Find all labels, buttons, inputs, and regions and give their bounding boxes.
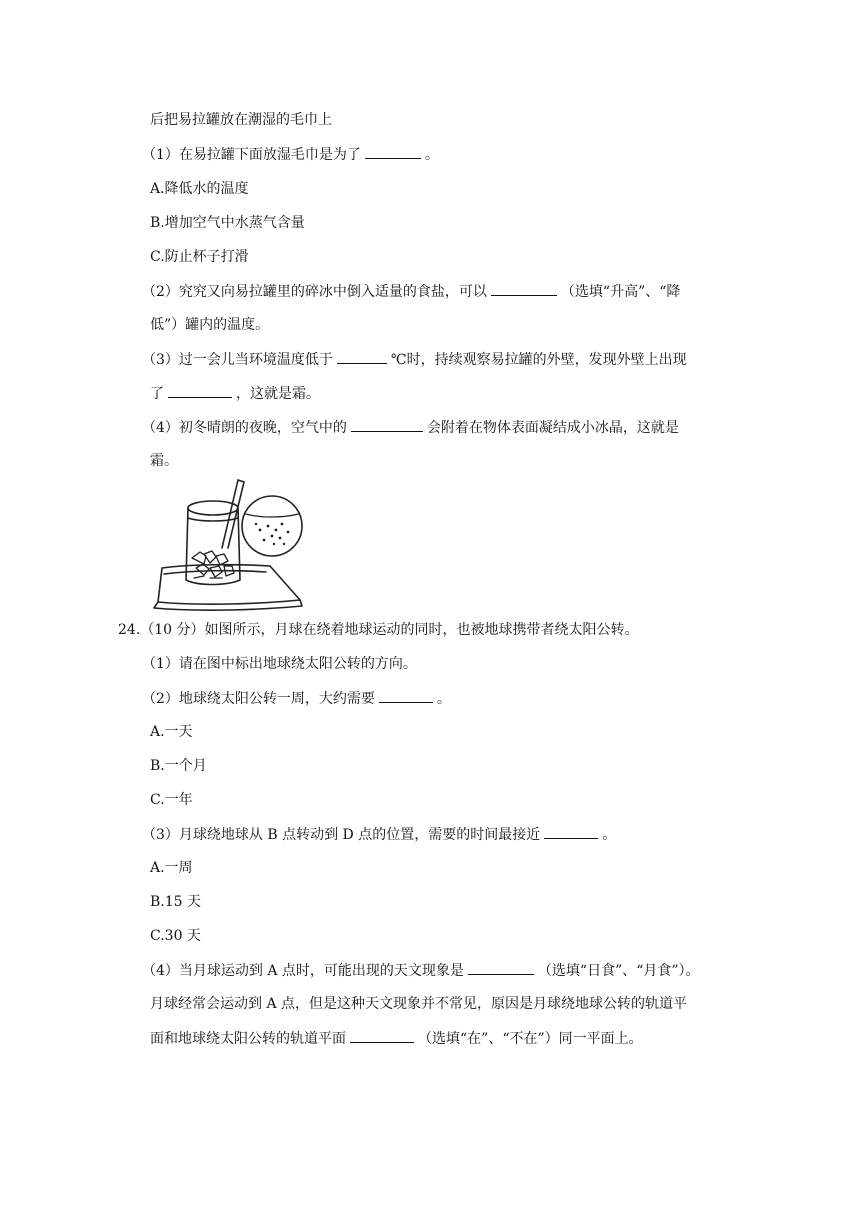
answer-blank[interactable]	[365, 144, 421, 159]
answer-blank[interactable]	[491, 281, 557, 296]
q24-p3-option-a: A.一周	[150, 860, 193, 876]
answer-blank[interactable]	[351, 417, 423, 432]
answer-blank[interactable]	[379, 688, 433, 703]
q24-part2	[142, 688, 451, 709]
answer-blank[interactable]	[544, 824, 598, 839]
q23-part4-text: （4）初冬晴朗的夜晚，空气中的	[142, 420, 347, 436]
answer-blank[interactable]	[350, 1028, 414, 1043]
q23-part4-line2: 霜。	[150, 453, 178, 469]
q23-part3-text2: 了	[150, 386, 164, 402]
q23-part2-line2: 低”）罐内的温度。	[150, 317, 270, 333]
q23-part2-line1	[142, 281, 680, 302]
q24-p2-option-a: A.一天	[150, 724, 193, 740]
q24-p3-option-b: B.15 天	[150, 894, 202, 910]
q24-part4-text3: 面和地球绕太阳公转的轨道平面	[150, 1031, 346, 1047]
q23-option-b: B.增加空气中水蒸气含量	[150, 215, 305, 231]
answer-blank[interactable]	[468, 960, 534, 975]
q23-part2-hint: （选填“升高”、“降	[560, 284, 681, 300]
q24-part4-line1	[142, 960, 700, 981]
q23-part3-text2-end: ，这就是霜。	[236, 386, 320, 402]
q23-part3-text: （3）过一会儿当环境温度低于	[142, 352, 333, 368]
answer-blank[interactable]	[168, 383, 232, 398]
q24-heading: 24.（10 分）如图所示，月球在绕着地球运动的同时，也被地球携带者绕太阳公转。	[118, 622, 639, 638]
q24-part4-text: （4）当月球运动到 A 点时，可能出现的天文现象是	[142, 963, 464, 979]
q24-p2-option-c: C.一年	[150, 792, 193, 808]
q23-option-c: C.防止杯子打滑	[150, 249, 249, 265]
q24-part4-line3	[150, 1028, 643, 1049]
q24-part4-line2: 月球经常会运动到 A 点，但是这种天文现象并不常见，原因是月球绕地球公转的轨道平	[150, 996, 688, 1012]
q23-part1	[142, 144, 439, 165]
q24-part3	[142, 824, 616, 845]
q24-p3-option-c: C.30 天	[150, 928, 201, 944]
q24-p2-option-b: B.一个月	[150, 758, 207, 774]
q24-part3-end: 。	[602, 827, 617, 843]
q23-part4-line1	[142, 417, 679, 438]
magnified-view	[242, 496, 302, 556]
q24-part2-end: 。	[436, 691, 451, 707]
q23-part3-line1	[142, 349, 687, 370]
q23-intro: 后把易拉罐放在潮湿的毛巾上	[150, 112, 332, 128]
q23-part3-text-end: ℃时，持续观察易拉罐的外壁，发现外壁上出现	[390, 352, 687, 368]
q24-part1: （1）请在图中标出地球绕太阳公转的方向。	[142, 656, 417, 672]
q24-part4-hint: （选填“日食”、“月食”）。	[537, 963, 700, 979]
q24-part4-hint3: （选填“在”、“不在”）同一平面上。	[418, 1031, 643, 1047]
q24-part3-text: （3）月球绕地球从 B 点转动到 D 点的位置，需要的时间最接近	[142, 827, 541, 843]
q23-part2-text: （2）究究又向易拉罐里的碎冰中倒入适量的食盐，可以	[142, 284, 487, 300]
q23-part4-text-end: 会附着在物体表面凝结成小冰晶，这就是	[426, 420, 679, 436]
q23-part3-line2	[150, 383, 320, 404]
answer-blank[interactable]	[337, 349, 387, 364]
q24-part2-text: （2）地球绕太阳公转一周，大约需要	[142, 691, 375, 707]
q23-part1-end: 。	[424, 147, 439, 163]
q23-part1-text: （1）在易拉罐下面放湿毛巾是为了	[142, 147, 361, 163]
ice-can-figure	[150, 478, 310, 612]
q23-option-a: A.降低水的温度	[150, 181, 249, 197]
